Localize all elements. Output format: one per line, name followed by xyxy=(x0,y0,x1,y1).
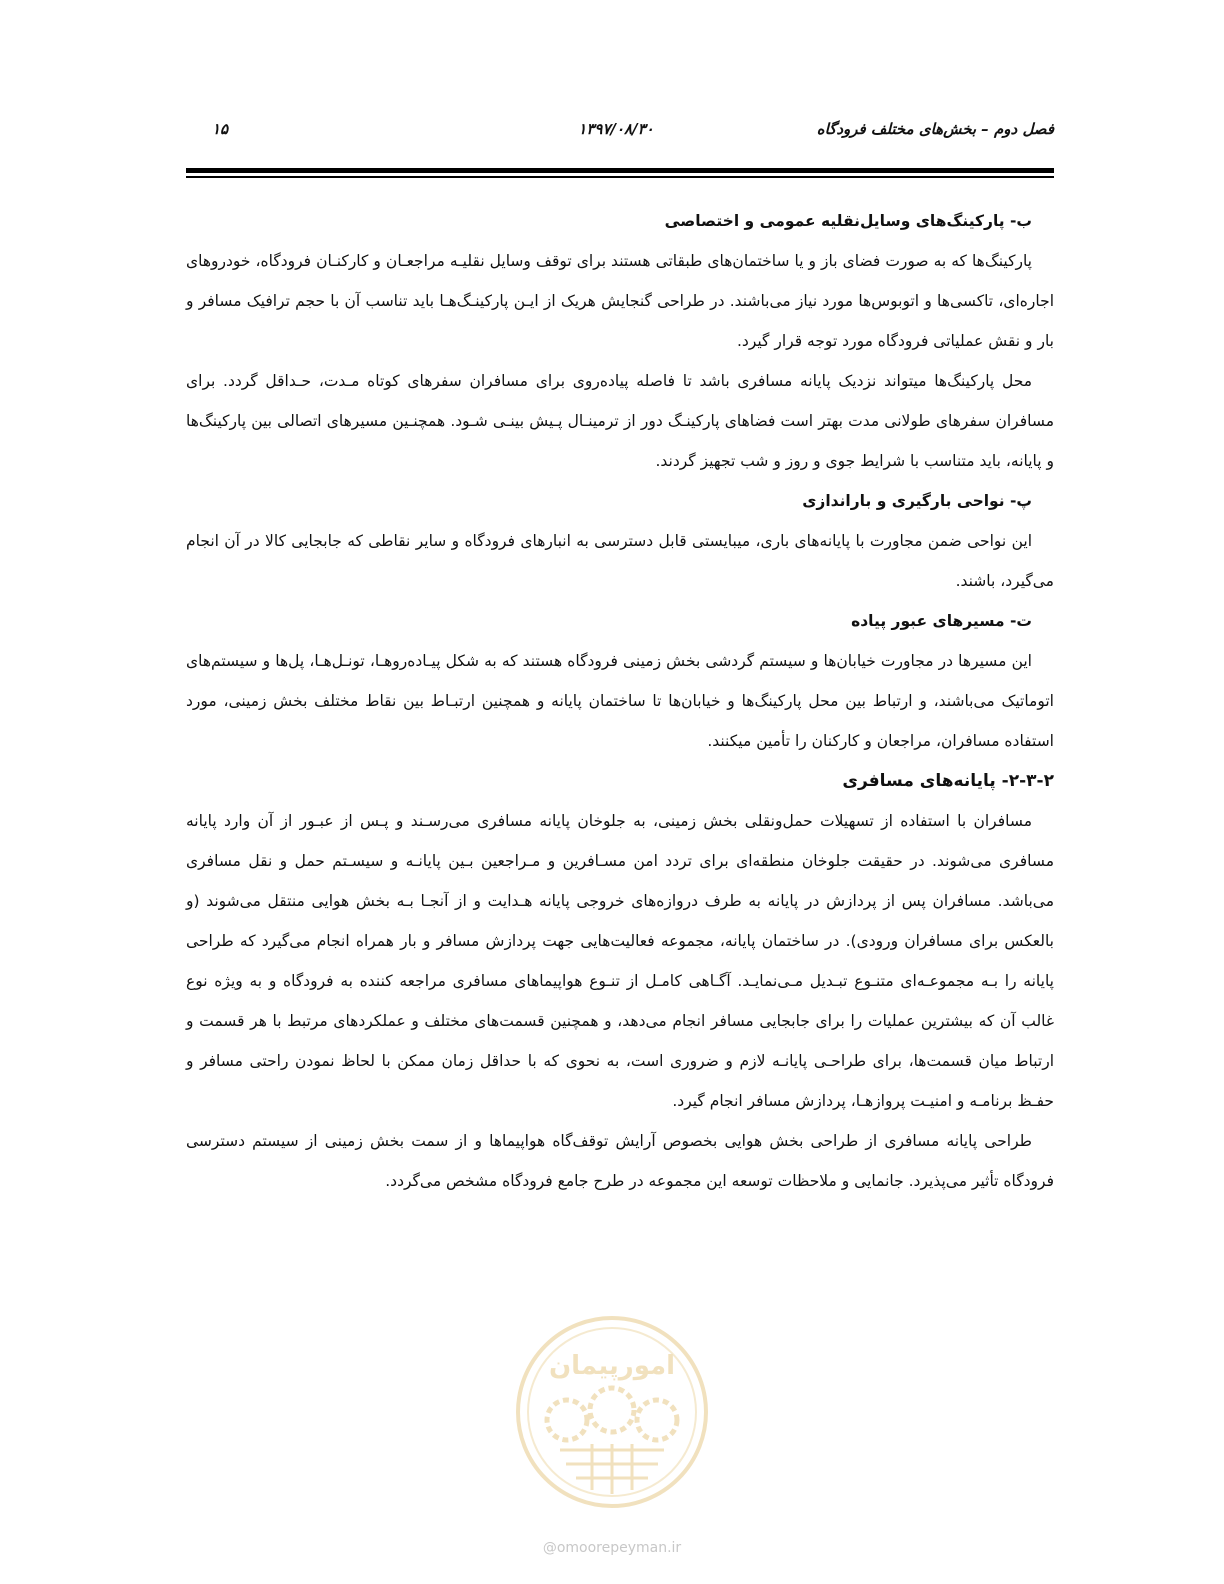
paragraph: پارکینگ‌ها که به صورت فضای باز و یا ساختمان‌های طبقاتی هستند برای توقف وسایل نقلیـه مراجعـان و کارکنـان فرودگاه، خودروهای اجاره‌ای، تاکسی‌ها و اتوبوس‌ها مورد نیاز می‌باشند. در طراحی گنجایش هریک از ایـن پارکینـگ‌هـا باید تناسب آن با حجم ترافیک مسافر و بار و نقش عملیاتی فرودگاه مورد توجه قرار گیرد. xyxy=(186,252,1054,350)
paragraph: این نواحی ضمن مجاورت با پایانه‌های باری، میبایستی قابل دسترسی به انبارهای فرودگاه و سایر نقاطی که جابجایی کالا در آن انجام می‌گیرد، باشند. xyxy=(186,532,1054,590)
watermark-url: @omoorepeyman.ir xyxy=(542,1540,682,1556)
subsection-title-walkways: ت- مسیرهای عبور پیاده xyxy=(851,612,1032,630)
paragraph: طراحی پایانه مسافری از طراحی بخش هوایی بخصوص آرایش توقف‌گاه هواپیماها و از سمت بخش زمینی از سیستم دسترسی فرودگاه تأثیر می‌پذیرد. جانمایی و ملاحظات توسعه این مجموعه در طرح جامع فرودگاه مشخص می‌گردد. xyxy=(186,1132,1054,1190)
header-date: ۱۳۹۷/۰۸/۳۰ xyxy=(578,120,654,138)
header-rule-thick xyxy=(186,168,1054,173)
watermark-logo-text: امورپیمان xyxy=(548,1351,676,1381)
subsection-title-parking: ب- پارکینگ‌های وسایل‌نقلیه عمومی و اختصاصی xyxy=(664,212,1032,230)
paragraph: این مسیرها در مجاورت خیابان‌ها و سیستم گردشی بخش زمینی فرودگاه هستند که به شکل پیـاده‌روهـا، تونـل‌هـا، پل‌ها و سیستم‌های اتوماتیک می‌باشند، و ارتباط بین محل پارکینگ‌ها و خیابان‌ها تا ساختمان پایانه و همچنین ارتبـاط بین نقاط مختلف بخش زمینی، مورد استفاده مسافران، مراجعان و کارکنان را تأمین میکنند. xyxy=(186,652,1054,750)
document-body xyxy=(186,201,1054,1201)
section-title-passenger-terminals: ۲-۳-۲- پایانه‌های مسافری xyxy=(842,771,1054,791)
header-rule-thin xyxy=(186,176,1054,178)
watermark-logo xyxy=(512,1312,712,1512)
chapter-title: فصل دوم – بخش‌های مختلف فرودگاه xyxy=(816,120,1054,138)
page-header xyxy=(186,120,1054,146)
paragraph: محل پارکینگ‌ها میتواند نزدیک پایانه مسافری باشد تا فاصله پیاده‌روی برای مسافران سفرهای کوتاه مـدت، حـداقل گردد. برای مسافران سفرهای طولانی مدت بهتر است فضاهای پارکینـگ دور از ترمینـال پـیش بینـی شـود. همچنـین مسیرهای اتصالی بین پارکینگ‌ها و پایانه، باید متناسب با شرایط جوی و روز و شب تجهیز گردند. xyxy=(186,372,1054,470)
subsection-title-loading: پ- نواحی بارگیری و باراندازی xyxy=(802,492,1032,510)
paragraph: مسافران با استفاده از تسهیلات حمل‌ونقلی بخش زمینی، به جلوخان پایانه مسافری می‌رسـند و پـس از عبـور از آن وارد پایانه مسافری می‌شوند. در حقیقت جلوخان منطقه‌ای برای تردد امن مسـافرین و مـراجعین بـین پایانـه و سیسـتم حمل و نقل مسافری می‌باشد. مسافران پس از پردازش در پایانه به طرف دروازه‌های خروجی پایانه هـدایت و از آنجـا بـه بخش هوایی منتقل می‌شوند (و بالعکس برای مسافران ورودی). در ساختمان پایانه، مجموعه فعالیت‌هایی جهت پردازش مسافر و بار همراه انجام می‌گیرد که طراحی پایانه را بـه مجموعـه‌ای متنـوع تبـدیل مـی‌نمایـد. آگـاهی کامـل از تنـوع هواپیماهای مسافری مراجعه کننده به فرودگاه و به ویژه نوع غالب آن که بیشترین عملیات را برای جابجایی مسافر انجام می‌دهد، و همچنین قسمت‌های مختلف و عملکردهای مرتبط با هر قسمت و ارتباط میان قسمت‌ها، برای طراحـی پایانـه لازم و ضروری است، به نحوی که با حداقل زمان ممکن با لحاظ نمودن راحتی مسافر و حفـظ برنامـه و امنیـت پروازهـا، پردازش مسافر انجام گیرد. xyxy=(186,812,1054,1110)
page-number: ۱۵ xyxy=(212,120,229,138)
